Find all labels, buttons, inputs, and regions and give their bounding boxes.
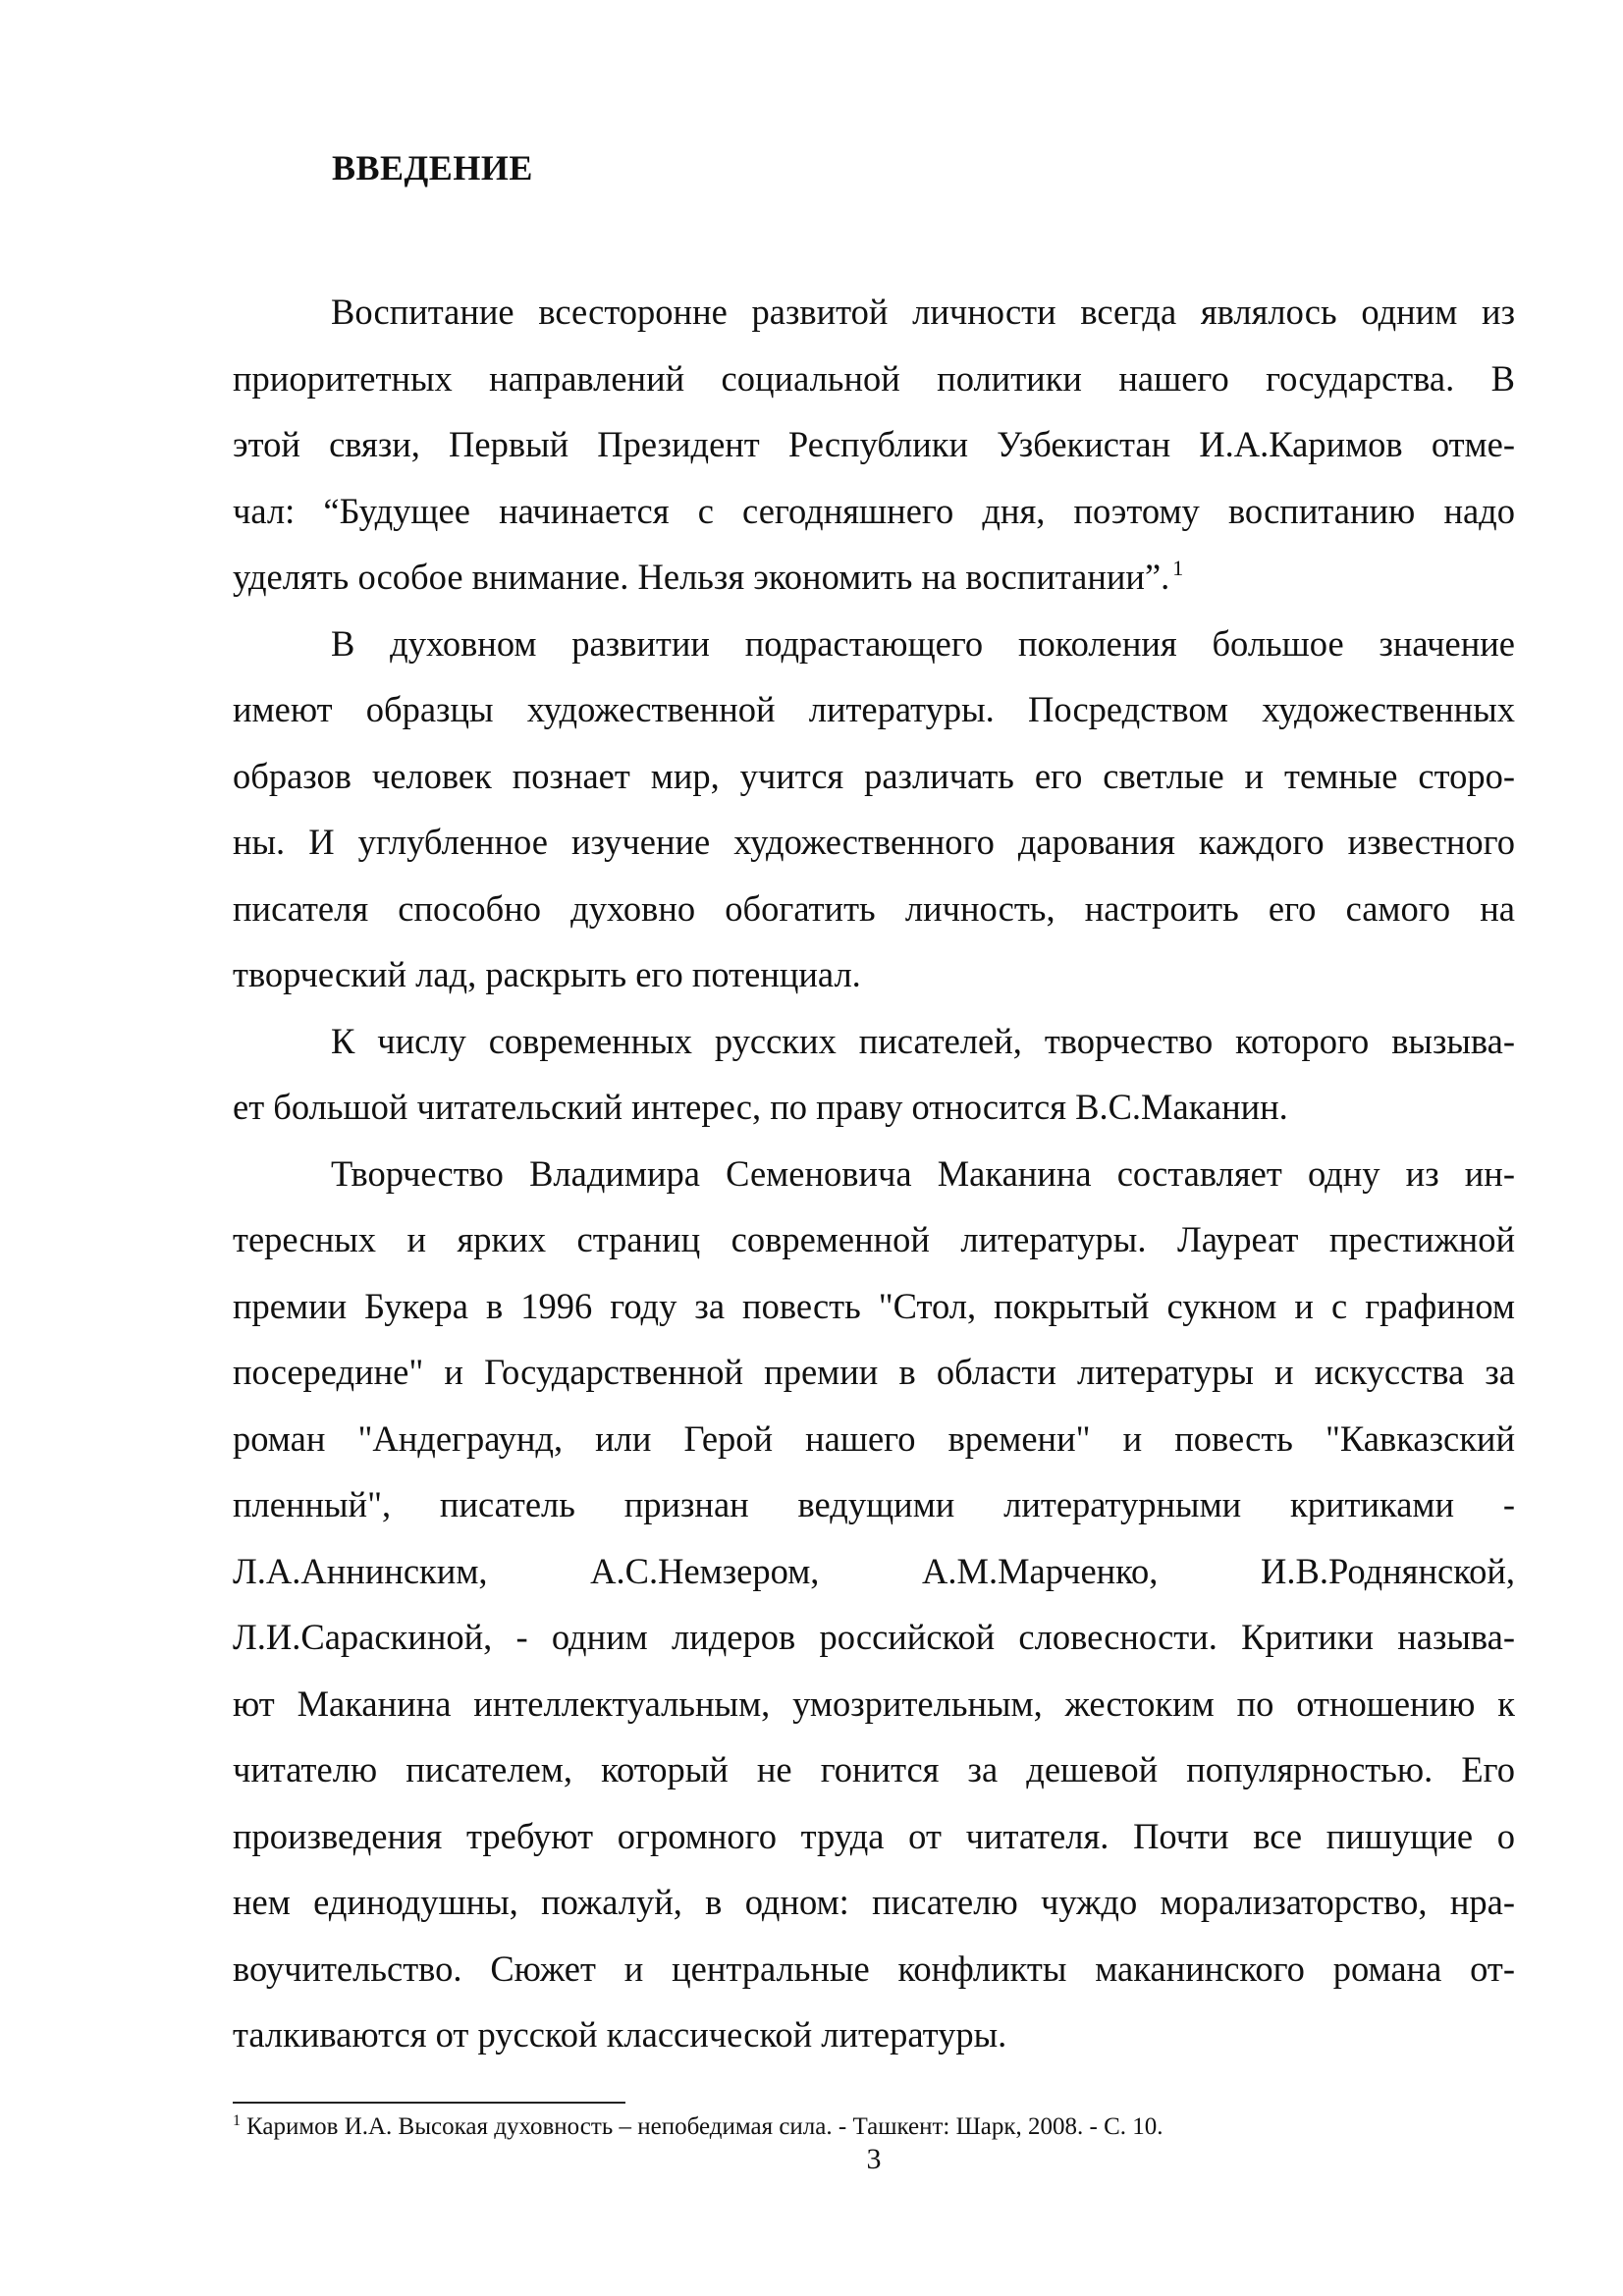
text-line: Воспитание всесторонне развитой личности всегда являлось одним из	[331, 292, 1515, 332]
text-line: посередине" и Государственной премии в области литературы и искусства за	[233, 1352, 1515, 1392]
body-text	[233, 279, 1515, 2068]
footnote-text: Каримов И.А. Высокая духовность – непобедимая сила. - Ташкент: Шарк, 2008. - С. 10.	[246, 2113, 1163, 2140]
text-line-with-footnote	[233, 544, 1515, 611]
footnote-reference: 1	[1172, 556, 1184, 580]
text-line: этой связи, Первый Президент Республики Узбекистан И.А.Каримов отме-	[233, 424, 1515, 464]
page-number: 3	[866, 2143, 882, 2175]
text-line: ны. И углубленное изучение художественного дарования каждого известного	[233, 822, 1515, 862]
footnote-separator	[233, 2102, 625, 2104]
text-line: Творчество Владимира Семеновича Маканина составляет одну из ин-	[331, 1152, 1515, 1194]
text-line: произведения требуют огромного труда от читателя. Почти все пишущие о	[233, 1815, 1515, 1856]
section-heading: ВВЕДЕНИЕ	[332, 148, 533, 187]
text-line: В духовном развитии подрастающего поколения большое значение	[331, 622, 1515, 664]
text-line: премии Букера в 1996 году за повесть "Стол, покрытый сукном и с графином	[233, 1285, 1515, 1326]
text-line: тересных и ярких страниц современной литературы. Лауреат престижной	[233, 1219, 1515, 1259]
text-line: творческий лад, раскрыть его потенциал.	[233, 954, 861, 994]
text-line: чал: “Будущее начинается с сегодняшнего дня, поэтому воспитанию надо	[233, 490, 1515, 531]
text-line: К числу современных русских писателей, творчество которого вызыва-	[331, 1020, 1515, 1061]
text-line: нем единодушны, пожалуй, в одном: писателю чуждо морализаторство, нра-	[233, 1882, 1515, 1922]
footnote	[233, 2110, 1163, 2144]
text-line: роман "Андеграунд, или Герой нашего времени" и повесть "Кавказский	[233, 1417, 1515, 1459]
text-line: ют Маканина интеллектуальным, умозрительным, жестоким по отношению к	[233, 1682, 1515, 1724]
text-line: Л.И.Сараскиной, - одним лидеров российской словесности. Критики называ-	[233, 1617, 1515, 1657]
text-line: пленный", писатель признан ведущими литературными критиками -	[233, 1484, 1515, 1524]
text-line: приоритетных направлений социальной политики нашего государства. В	[233, 357, 1515, 399]
text-line: имеют образцы художественной литературы. Посредством художественных	[233, 689, 1515, 729]
text-line: образов человек познает мир, учится различать его светлые и темные сторо-	[233, 755, 1515, 796]
text-line: уделять особое внимание. Нельзя экономить на воспитании”.	[233, 557, 1170, 597]
text-line: Л.А.Аннинским, А.С.Немзером, А.М.Марченко, И.В.Роднянской,	[233, 1550, 1515, 1591]
text-line: талкиваются от русской классической литературы.	[233, 2014, 1007, 2055]
text-line: читателю писателем, который не гонится за дешевой популярностью. Его	[233, 1749, 1515, 1789]
footnote-mark: 1	[233, 2112, 241, 2129]
text-line: ет большой читательский интерес, по праву относится В.С.Маканин.	[233, 1087, 1288, 1127]
text-line: воучительство. Сюжет и центральные конфликты маканинского романа от-	[233, 1948, 1515, 1989]
text-line: писателя способно духовно обогатить личность, настроить его самого на	[233, 887, 1515, 929]
